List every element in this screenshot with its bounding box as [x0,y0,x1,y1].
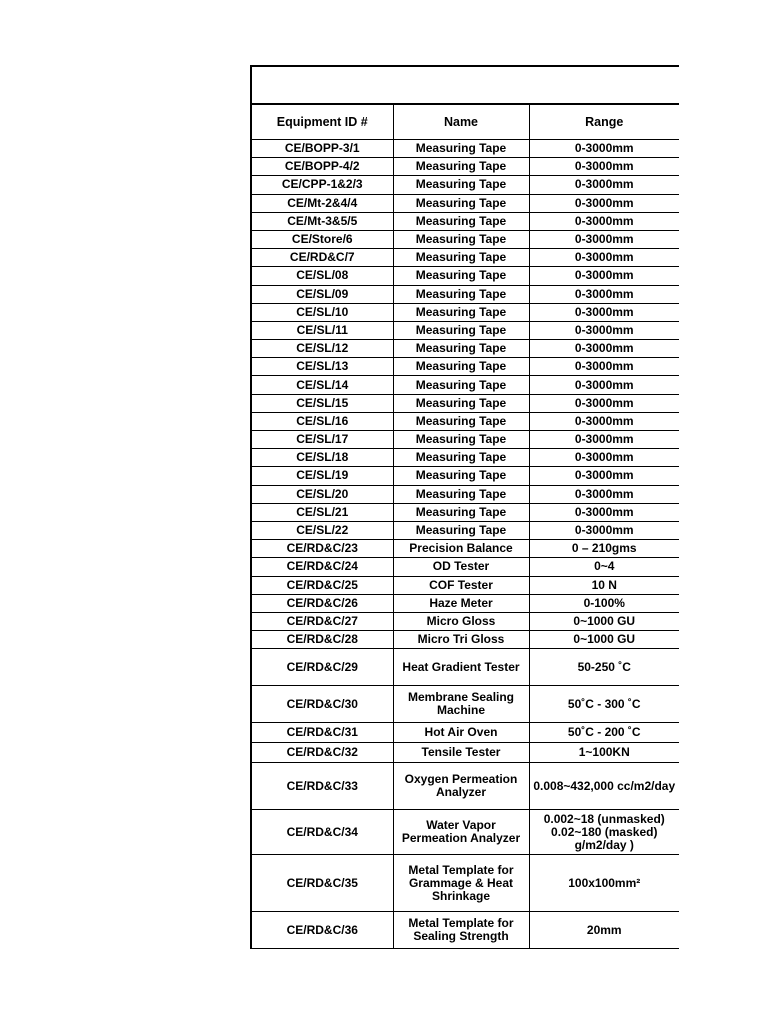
cell-id: CE/Mt-3&5/5 [252,212,393,230]
cell-range: 0-3000mm [529,467,679,485]
cell-name: Heat Gradient Tester [393,649,529,686]
cell-range: 0-3000mm [529,358,679,376]
cell-range: 0-3000mm [529,249,679,267]
cell-id: CE/RD&C/29 [252,649,393,686]
cell-id: CE/SL/09 [252,285,393,303]
cell-name: Measuring Tape [393,140,529,158]
cell-range: 0-3000mm [529,340,679,358]
cell-name: Measuring Tape [393,394,529,412]
cell-range: 0-100% [529,594,679,612]
table-row [252,230,679,248]
cell-range: 50-250 ˚C [529,649,679,686]
cell-name: Measuring Tape [393,303,529,321]
cell-name: Measuring Tape [393,212,529,230]
table-row [252,503,679,521]
cell-range: 0-3000mm [529,412,679,430]
cell-range: 0-3000mm [529,212,679,230]
cell-name: Oxygen Permeation Analyzer [393,763,529,810]
cell-id: CE/RD&C/24 [252,558,393,576]
cell-range: 0-3000mm [529,321,679,339]
cell-range: 0-3000mm [529,158,679,176]
cell-id: CE/SL/17 [252,431,393,449]
cell-name: Haze Meter [393,594,529,612]
cell-range: 0-3000mm [529,194,679,212]
table-row [252,912,679,949]
cell-id: CE/RD&C/27 [252,612,393,630]
cell-range: 0.008~432,000 cc/m2/day [529,763,679,810]
cell-name: Metal Template for Grammage & Heat Shrinkage [393,855,529,912]
table-row [252,467,679,485]
table-row [252,649,679,686]
cell-id: CE/RD&C/28 [252,631,393,649]
cell-id: CE/RD&C/31 [252,723,393,743]
cell-range: 0-3000mm [529,303,679,321]
cell-id: CE/RD&C/26 [252,594,393,612]
cell-id: CE/RD&C/23 [252,540,393,558]
table-row [252,431,679,449]
cell-name: Measuring Tape [393,176,529,194]
cell-name: Measuring Tape [393,267,529,285]
cell-id: CE/RD&C/7 [252,249,393,267]
cell-range: 0-3000mm [529,267,679,285]
table-row [252,176,679,194]
cell-name: Water Vapor Permeation Analyzer [393,810,529,855]
cell-range: 0-3000mm [529,376,679,394]
cell-id: CE/SL/20 [252,485,393,503]
cell-range: 10 N [529,576,679,594]
cell-id: CE/CPP-1&2/3 [252,176,393,194]
cell-name: Measuring Tape [393,376,529,394]
table-row [252,686,679,723]
cell-name: Measuring Tape [393,194,529,212]
header-name: Name [393,105,529,140]
equipment-table [252,104,679,949]
cell-id: CE/SL/18 [252,449,393,467]
cell-range: 0-3000mm [529,176,679,194]
table-row [252,285,679,303]
table-row [252,723,679,743]
cell-name: Measuring Tape [393,285,529,303]
cell-name: Measuring Tape [393,412,529,430]
cell-range: 0~1000 GU [529,631,679,649]
cell-id: CE/BOPP-4/2 [252,158,393,176]
cell-range: 1~100KN [529,743,679,763]
cell-id: CE/RD&C/33 [252,763,393,810]
cell-id: CE/RD&C/34 [252,810,393,855]
cell-range: 0.002~18 (unmasked) 0.02~180 (masked) g/m2/day ) [529,810,679,855]
cell-name: Measuring Tape [393,467,529,485]
table-row [252,340,679,358]
table-row [252,594,679,612]
table-row [252,412,679,430]
table-row [252,303,679,321]
table-row [252,321,679,339]
header-row [252,105,679,140]
cell-name: Measuring Tape [393,358,529,376]
cell-range: 100x100mm² [529,855,679,912]
cell-range: 0 – 210gms [529,540,679,558]
cell-id: CE/SL/15 [252,394,393,412]
table-row [252,449,679,467]
cell-id: CE/SL/11 [252,321,393,339]
cell-id: CE/RD&C/35 [252,855,393,912]
table-row [252,485,679,503]
cell-name: Measuring Tape [393,230,529,248]
cell-id: CE/BOPP-3/1 [252,140,393,158]
table-row [252,631,679,649]
equipment-sheet [250,65,679,949]
cell-name: Measuring Tape [393,449,529,467]
cell-range: 0-3000mm [529,140,679,158]
table-row [252,194,679,212]
header-range: Range [529,105,679,140]
table-body [252,140,679,949]
cell-id: CE/SL/21 [252,503,393,521]
cell-range: 20mm [529,912,679,949]
cell-range: 0-3000mm [529,394,679,412]
cell-id: CE/SL/08 [252,267,393,285]
cell-name: COF Tester [393,576,529,594]
cell-id: CE/SL/19 [252,467,393,485]
table-row [252,158,679,176]
cell-name: Measuring Tape [393,340,529,358]
cell-name: Measuring Tape [393,503,529,521]
table-row [252,140,679,158]
cell-name: Micro Tri Gloss [393,631,529,649]
cell-name: Measuring Tape [393,158,529,176]
table-row [252,810,679,855]
cell-range: 0-3000mm [529,521,679,539]
table-row [252,855,679,912]
table-row [252,212,679,230]
cell-id: CE/SL/10 [252,303,393,321]
cell-range: 50˚C - 300 ˚C [529,686,679,723]
cell-id: CE/RD&C/25 [252,576,393,594]
cell-range: 0~1000 GU [529,612,679,630]
cell-id: CE/RD&C/36 [252,912,393,949]
cell-range: 0-3000mm [529,230,679,248]
table-row [252,521,679,539]
header-equipment-id: Equipment ID # [252,105,393,140]
cell-name: Measuring Tape [393,521,529,539]
cell-range: 50˚C - 200 ˚C [529,723,679,743]
cell-range: 0-3000mm [529,503,679,521]
cell-id: CE/Mt-2&4/4 [252,194,393,212]
table-row [252,540,679,558]
cell-range: 0-3000mm [529,449,679,467]
cell-range: 0-3000mm [529,431,679,449]
cell-id: CE/SL/12 [252,340,393,358]
cell-name: Measuring Tape [393,321,529,339]
table-row [252,249,679,267]
table-row [252,376,679,394]
cell-range: 0-3000mm [529,485,679,503]
cell-range: 0~4 [529,558,679,576]
table-row [252,743,679,763]
cell-name: Metal Template for Sealing Strength [393,912,529,949]
cell-name: Micro Gloss [393,612,529,630]
table-row [252,763,679,810]
cell-id: CE/SL/13 [252,358,393,376]
cell-name: Measuring Tape [393,249,529,267]
cell-id: CE/RD&C/30 [252,686,393,723]
sheet-title-row [252,67,679,104]
cell-name: Tensile Tester [393,743,529,763]
table-row [252,612,679,630]
cell-id: CE/SL/14 [252,376,393,394]
cell-id: CE/Store/6 [252,230,393,248]
cell-name: OD Tester [393,558,529,576]
table-row [252,394,679,412]
cell-name: Measuring Tape [393,431,529,449]
cell-name: Hot Air Oven [393,723,529,743]
table-row [252,267,679,285]
cell-name: Measuring Tape [393,485,529,503]
cell-id: CE/SL/22 [252,521,393,539]
cell-id: CE/SL/16 [252,412,393,430]
cell-range: 0-3000mm [529,285,679,303]
cell-id: CE/RD&C/32 [252,743,393,763]
table-row [252,576,679,594]
table-row [252,358,679,376]
cell-name: Membrane Sealing Machine [393,686,529,723]
cell-name: Precision Balance [393,540,529,558]
table-row [252,558,679,576]
